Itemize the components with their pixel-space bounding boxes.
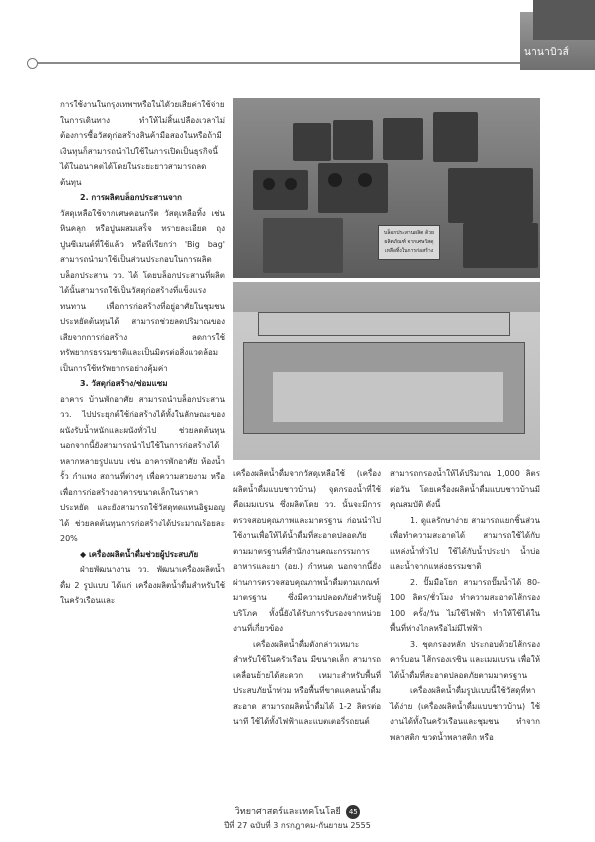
header-tab-accent bbox=[533, 0, 595, 40]
middle-column bbox=[233, 466, 381, 730]
paragraph: สามารถกรองน้ำให้ได้ปริมาณ 1,000 ลิตรต่อวัน โดยเครื่องผลิตน้ำดื่มแบบชาวบ้านมีคุณสมบัติ ดังนี้ bbox=[390, 469, 540, 509]
header-rule bbox=[30, 62, 535, 64]
paragraph: วัสดุเหลือใช้จากเศษคอนกรีต วัสดุเหลือทิ้ง เช่น หินคลุก หรือปูนผสมเสร็จ ทรายละเอียด ถุงปูนซีเมนต์ที่ใช้แล้ว หรือที่เรียกว่า 'Big bag' สามารถนำมาใช้เป็นส่วนประกอบในการผลิตบล็อกประสาน วว. ได้ โดยบล็อกประสานที่ผลิตได้นั้นสามารถใช้เป็นวัสดุก่อสร้างที่แข็งแรงทนทาน เพื่อการก่อสร้างที่อยู่อาศัยในชุมชนประหยัดต้นทุนได้ สามารถช่วยลดปริมาณของเสียจากการก่อสร้าง ลดการใช้ทรัพยากรธรรมชาติและเป็นมิตรต่อสิ่งแวดล้อม เป็นการใช้ทรัพยากรอย่างคุ้มค่า bbox=[60, 208, 225, 373]
section-heading: ◆ เครื่องผลิตน้ำดื่มช่วยผู้ประสบภัย bbox=[80, 549, 199, 559]
paragraph: เครื่องผลิตน้ำดื่มจากวัสดุเหลือใช้ (เครื่องผลิตน้ำดื่มแบบชาวบ้าน) จุดกรองน้ำที่ใช้คือเมมเบรน ซึ่งผลิตโดย วว. นั้นจะมีการตรวจสอบคุณภาพและมาตรฐาน ก่อนนำไปใช้งานเพื่อให้ได้น้ำดื่มที่สะอาดปลอดภัยตามมาตรฐานที่สำนักงานคณะกรรมการอาหารและยา (อย.) กำหนด นอกจากนี้ยังผ่านการตรวจสอบคุณภาพน้ำดื่มตามเกณฑ์มาตรฐาน ซึ่งมีความปลอดภัยสำหรับผู้บริโภค ทั้งนี้ยังได้รับการรับรองจากหน่วยงานที่เกี่ยวข้อง bbox=[233, 469, 381, 633]
photo-sign: บล็อกประสานผลิต ด้วยผลิตภัณฑ์ จากเศษวัสดุเหลือทิ้งในการก่อสร้าง bbox=[378, 225, 440, 260]
page-number: 45 bbox=[346, 805, 360, 819]
section-label: นานาบิวส์ bbox=[524, 47, 570, 58]
photo-interlocking-blocks bbox=[233, 98, 540, 278]
paragraph: เครื่องผลิตน้ำดื่มดังกล่าวเหมาะสำหรับใช้ในครัวเรือน มีขนาดเล็ก สามารถเคลื่อนย้ายได้สะดวก เหมาะสำหรับพื้นที่ประสบภัยน้ำท่วม หรือพื้นที่ขาดแคลนน้ำดื่มสะอาด สามารถผลิตน้ำดื่มได้ 1-2 ลิตรต่อนาที ใช้ได้ทั้งไฟฟ้าและแบตเตอรี่รถยนต์ bbox=[233, 639, 381, 726]
list-item: 1. ดูแลรักษาง่าย สามารถแยกชิ้นส่วนเพื่อทำความสะอาดได้ สามารถใช้ได้กับแหล่งน้ำทั่วไป ใช้ได้กับน้ำประปา น้ำบ่อ และน้ำจากแหล่งธรรมชาติ bbox=[390, 515, 540, 571]
list-item: 3. ชุดกรองหลัก ประกอบด้วยไส้กรองคาร์บอน ไส้กรองเรซิน และเมมเบรน เพื่อให้ได้น้ำดื่มที่สะอาดปลอดภัยตามมาตรฐาน bbox=[390, 639, 540, 680]
right-column bbox=[390, 466, 540, 745]
subheading: 3. วัสดุก่อสร้าง/ซ่อมแซม bbox=[80, 379, 168, 388]
list-item: 2. ปั๊มมือโยก สามารถปั๊มน้ำได้ 80-100 ลิตร/ชั่วโมง ทำความสะอาดไส้กรอง 100 ครั้ง/วัน ไม่ใช้ไฟฟ้า ทำให้ใช้ได้ในพื้นที่ห่างไกลหรือไม่มีไฟฟ้า bbox=[390, 577, 540, 633]
header-bullet-icon bbox=[27, 58, 38, 69]
paragraph: ฝ่ายพัฒนางาน วว. พัฒนาเครื่องผลิตน้ำดื่ม 2 รูปแบบ ได้แก่ เครื่องผลิตน้ำดื่มสำหรับใช้ในครัวเรือนและ bbox=[60, 565, 225, 605]
journal-title: วิทยาศาสตร์และเทคโนโลยี bbox=[234, 807, 341, 817]
paragraph: การใช้งานในกรุงเทพฯหรือในไดัวยเสียค่าใช้จ่ายในการเดินทาง ทำให้ไม่สิ้นเปลืองเวลาไม่ต้องการซื้อวัสดุก่อสร้างสินค้ามือสองในหรือถ้ามีเงินทุนก็สามารถนำไปใช้ในการเปิดเป็นธุรกิจนี้ได้ในอนาคตได้โดยในระยะยาวสามารถลดต้นทุน bbox=[60, 100, 225, 187]
left-column-upper bbox=[60, 97, 225, 609]
footer bbox=[0, 804, 595, 832]
paragraph: เครื่องผลิตน้ำดื่มรูปแบบนี้ใช้วัสดุที่หาได้ง่าย (เครื่องผลิตน้ำดื่มแบบชาวบ้าน) ใช้งานได้ทั้งในครัวเรือนและชุมชน ทำจากพลาสติก ขวดน้ำพลาสติก หรือ bbox=[390, 686, 540, 742]
issue-info: ปีที่ 27 ฉบับที่ 3 กรกฎาคม-กันยายน 2555 bbox=[224, 820, 371, 830]
photo-water-filter-system bbox=[233, 282, 540, 460]
paragraph: อาคาร บ้านพักอาศัย สามารถนำบล็อกประสาน วว. ไปประยุกต์ใช้ก่อสร้างได้ทั้งในลักษณะของผนังรับน้ำหนักและผนังทั่วไป ช่วยลดต้นทุน นอกจากนี้ยังสามารถนำไปใช้ในการก่อสร้างได้หลากหลายรูปแบบ เช่น อาคารพักอาศัย ห้องน้ำ รั้ว กำแพง สถานที่ต่างๆ เพื่อความสวยงาม หรือเพื่อการก่อสร้างอาคารขนาดเล็กในราคาประหยัด และยังสามารถใช้วัสดุทดแทนอิฐมอญได้ ช่วยลดต้นทุนการก่อสร้างได้ประมาณร้อยละ 20% bbox=[60, 394, 225, 543]
subheading: 2. การผลิตบล็อกประสานจาก bbox=[80, 193, 182, 202]
